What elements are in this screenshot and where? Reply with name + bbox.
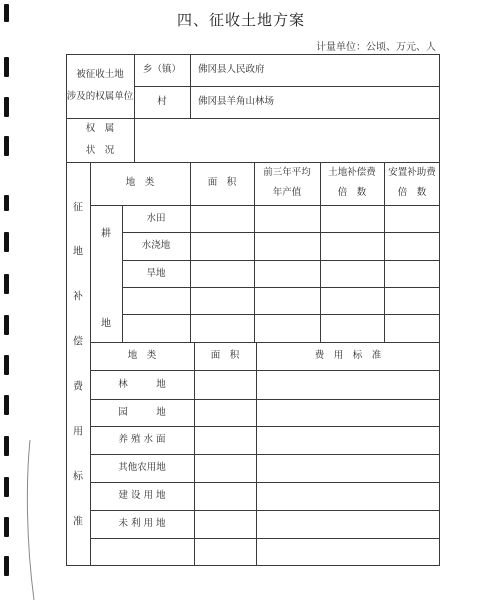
- header-avg-output-line1: 前三年平均: [263, 167, 311, 178]
- side-char: 费: [73, 381, 83, 393]
- measurement-unit: 计量单位：公顷、万元、人: [316, 42, 436, 53]
- header-avg-output-line2: 年产值: [272, 187, 302, 198]
- arable-char: 耕: [101, 228, 111, 240]
- side-char: 用: [73, 426, 83, 438]
- village-label: 村: [157, 96, 167, 107]
- other-row-label: 其他农用地: [118, 462, 166, 473]
- page-edge-curve: [0, 0, 40, 600]
- header-land-type: 地 类: [125, 177, 155, 188]
- ownership-label: [67, 64, 134, 108]
- rights-label-line2: 状 况: [85, 145, 115, 156]
- other-row-label: 养 殖 水 面: [118, 434, 166, 445]
- arable-row-label: 水田: [146, 213, 166, 224]
- side-char: 准: [73, 516, 83, 528]
- side-char: 标: [73, 471, 83, 483]
- page-title: 四、征收土地方案: [176, 11, 305, 29]
- rights-status-label: [86, 118, 115, 162]
- header-land-comp-line1: 土地补偿费: [328, 167, 376, 178]
- ownership-label-line2: 涉及的权属单位: [66, 91, 134, 102]
- side-char: 偿: [73, 336, 83, 348]
- header-avg-output: [263, 163, 311, 203]
- header-land-comp-line2: 倍 数: [337, 187, 367, 198]
- other-row-label: 建 设 用 地: [118, 490, 166, 501]
- header-land-compensation: [328, 163, 376, 203]
- other-header-area: 面 积: [210, 350, 240, 361]
- other-header-land-type: 地 类: [127, 350, 157, 361]
- township-label: 乡（镇）: [142, 64, 182, 75]
- arable-row-label: 旱地: [146, 268, 166, 279]
- header-resettle-line1: 安置补助费: [388, 167, 436, 178]
- header-resettle-line2: 倍 数: [397, 187, 427, 198]
- rights-label-line1: 权 属: [85, 123, 115, 134]
- land-acquisition-table: [66, 54, 440, 566]
- side-char: 征: [73, 202, 83, 214]
- arable-row-label: 水浇地: [141, 240, 171, 251]
- other-row-label: 园 地: [118, 407, 166, 418]
- side-char: 补: [73, 291, 83, 303]
- village-value: 佛冈县羊角山林场: [198, 96, 275, 107]
- arable-char: 地: [101, 318, 111, 330]
- other-row-label: 林 地: [118, 379, 166, 390]
- other-row-label: 未 利 用 地: [118, 518, 166, 529]
- township-value: 佛冈县人民政府: [198, 64, 265, 75]
- ownership-label-line1: 被征收土地: [76, 69, 124, 80]
- header-resettlement: [388, 163, 436, 203]
- header-area: 面 积: [207, 177, 237, 188]
- side-char: 地: [73, 246, 83, 258]
- other-header-standard: 费 用 标 准: [314, 350, 382, 361]
